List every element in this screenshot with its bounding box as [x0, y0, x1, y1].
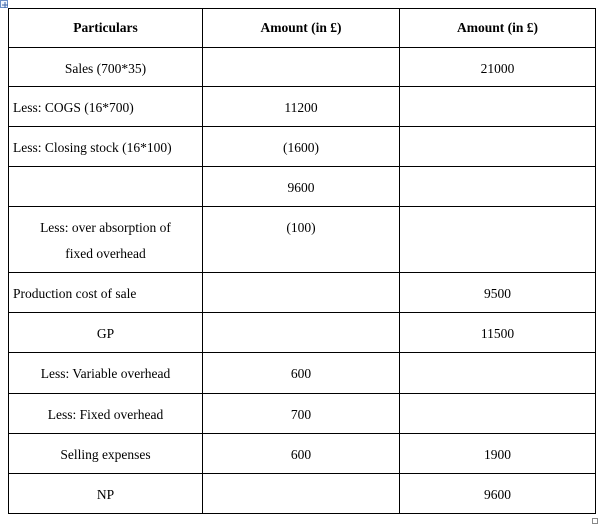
amount1-cell[interactable]: [203, 474, 400, 514]
amount2-cell[interactable]: [400, 353, 596, 394]
table-row: [9, 127, 596, 167]
particular-cell[interactable]: Less: Variable overhead: [9, 353, 203, 394]
particular-cell[interactable]: Less: Fixed overhead: [9, 394, 203, 434]
particular-cell[interactable]: Less: COGS (16*700): [9, 87, 203, 127]
amount2-cell[interactable]: 11500: [400, 313, 596, 353]
amount1-cell[interactable]: [203, 48, 400, 87]
table-row: [9, 207, 596, 273]
table-row: [9, 313, 596, 353]
amount2-cell[interactable]: [400, 87, 596, 127]
particular-cell[interactable]: [9, 167, 203, 207]
table-move-handle-icon[interactable]: [0, 0, 8, 8]
amount1-cell[interactable]: 700: [203, 394, 400, 434]
table-row: [9, 353, 596, 394]
amount1-cell[interactable]: [203, 273, 400, 313]
table-row: [9, 167, 596, 207]
particular-cell[interactable]: NP: [9, 474, 203, 514]
particular-line-1: Less: over absorption of: [40, 220, 171, 235]
table-row: [9, 474, 596, 514]
amount1-cell[interactable]: 9600: [203, 167, 400, 207]
table-row: [9, 48, 596, 87]
amount2-cell[interactable]: 9600: [400, 474, 596, 514]
amount1-cell[interactable]: 600: [203, 353, 400, 394]
header-amount-2: Amount (in £): [400, 9, 596, 48]
particular-cell[interactable]: GP: [9, 313, 203, 353]
particular-cell[interactable]: Less: Closing stock (16*100): [9, 127, 203, 167]
amount2-cell[interactable]: [400, 167, 596, 207]
particular-cell[interactable]: Sales (700*35): [9, 48, 203, 87]
table-row: [9, 87, 596, 127]
table-resize-handle[interactable]: [592, 518, 598, 524]
amount1-cell[interactable]: 600: [203, 434, 400, 474]
particular-line-2: fixed overhead: [65, 246, 146, 261]
amount1-cell[interactable]: (1600): [203, 127, 400, 167]
header-amount-1: Amount (in £): [203, 9, 400, 48]
amount2-cell[interactable]: [400, 127, 596, 167]
particular-cell[interactable]: Selling expenses: [9, 434, 203, 474]
table-header-row: [9, 9, 596, 48]
amount2-cell[interactable]: [400, 394, 596, 434]
profit-statement-table: [8, 8, 596, 514]
particular-cell[interactable]: [9, 207, 203, 273]
amount1-cell[interactable]: 11200: [203, 87, 400, 127]
amount2-cell[interactable]: 9500: [400, 273, 596, 313]
amount1-cell[interactable]: (100): [203, 207, 400, 273]
header-particulars: Particulars: [9, 9, 203, 48]
table-row: [9, 394, 596, 434]
table-row: [9, 434, 596, 474]
amount2-cell[interactable]: [400, 207, 596, 273]
amount1-cell[interactable]: [203, 313, 400, 353]
amount2-cell[interactable]: 21000: [400, 48, 596, 87]
table-row: [9, 273, 596, 313]
amount2-cell[interactable]: 1900: [400, 434, 596, 474]
particular-cell[interactable]: Production cost of sale: [9, 273, 203, 313]
